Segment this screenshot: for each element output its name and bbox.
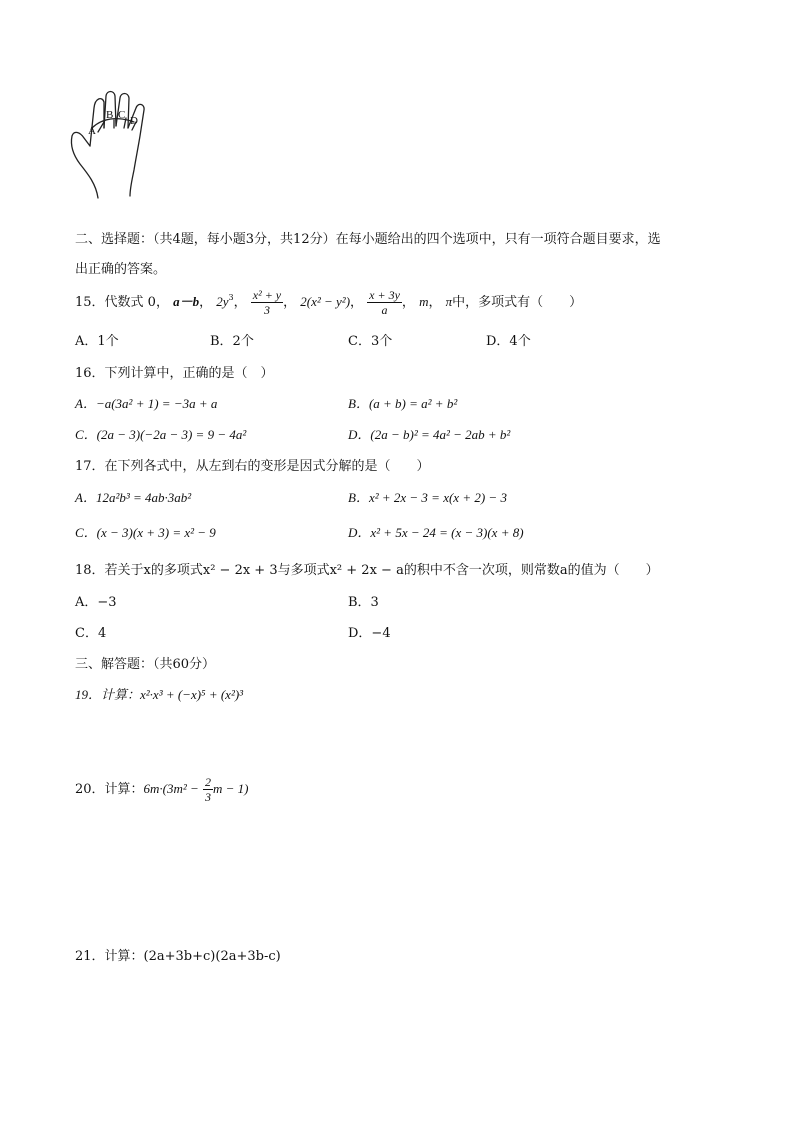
- q17-option-d: D．x² + 5x − 24 = (x − 3)(x + 8): [348, 525, 524, 540]
- q15-option-d: D．4个: [486, 334, 531, 349]
- q20-expr-b: m − 1): [212, 781, 249, 796]
- q15-prefix: 15．代数式 0，: [75, 295, 169, 310]
- q16-option-c: C．(2a − 3)(−2a − 3) = 9 − 4a²: [75, 427, 247, 442]
- q17-option-c: C．(x − 3)(x + 3) = x² − 9: [75, 525, 216, 540]
- q20-prefix: 20．计算：: [75, 782, 144, 797]
- figure-label-c: C: [118, 109, 126, 121]
- q15-option-c: C．3个: [348, 334, 393, 349]
- q16-option-a: A．−a(3a² + 1) = −3a + a: [75, 396, 218, 411]
- q18-option-a: A．−3: [75, 595, 117, 610]
- q15-term-2: 2y: [216, 294, 229, 309]
- q15-suffix: 中，多项式有（ ）: [452, 295, 583, 310]
- q18-option-b: B．3: [348, 595, 379, 610]
- q17-option-a: A．12a²b³ = 4ab·3ab²: [75, 490, 192, 505]
- q18-option-d: D．−4: [348, 626, 391, 641]
- q15-option-a: A．1个: [75, 334, 119, 349]
- q17-option-b: B．x² + 2x − 3 = x(x + 2) − 3: [348, 490, 507, 505]
- q19-question: 19．计算：x²·x³ + (−x)⁵ + (x²)³: [75, 687, 244, 702]
- q16-option-b: B．(a + b) = a² + b²: [348, 396, 458, 411]
- figure-label-b: B: [106, 109, 114, 121]
- q21-question: 21．计算：(2a+3b+c)(2a+3b-c): [75, 949, 281, 964]
- q15-term-5: $\frac{x + 3y}{a}$: [369, 288, 400, 317]
- q15-term-4: 2(x² − y²): [300, 294, 351, 309]
- q15-term-7: π: [445, 294, 453, 309]
- q20-question: [75, 772, 248, 807]
- q15-stem: 15．代数式 0， a－b， $2y^3$， $\frac{\text{x² + y}}{3}$ ， 2(x² − y²)， $\frac{x + 3y}{a}$ ， m， π中，多项式有（ ）: [75, 288, 583, 317]
- q15-term-6: m: [419, 294, 429, 309]
- q15-term-3: $\frac{\text{x² + y}}{3}$: [252, 288, 282, 317]
- q18-option-c: C．4: [75, 626, 107, 641]
- q15-term-1: a－b: [173, 294, 200, 309]
- q15-option-b: B．2个: [210, 334, 254, 349]
- figure-label-a: A: [88, 125, 96, 137]
- hand-diagram: [68, 88, 160, 200]
- q16-option-d: D．(2a − b)² = 4a² − 2ab + b²: [348, 427, 511, 442]
- section2-line2: 出正确的答案。: [75, 262, 167, 277]
- q16-stem: 16．下列计算中，正确的是（ ）: [75, 366, 274, 381]
- q20-fraction: $\frac{2}{3}$: [204, 775, 211, 804]
- section3-title: 三、解答题：（共60分）: [75, 657, 216, 672]
- section2-line1: 二、选择题：（共4题，每小题3分，共12分）在每小题给出的四个选项中，只有一项符合题目要求，选: [75, 232, 661, 247]
- figure-label-d: D: [130, 115, 138, 127]
- q17-stem: 17．在下列各式中，从左到右的变形是因式分解的是（ ）: [75, 459, 430, 474]
- q20-expr-a: 6m·(3m² −: [143, 781, 199, 796]
- q18-stem: 18．若关于x的多项式x² − 2x + 3与多项式x² + 2x − a的积中不含一次项，则常数a的值为（ ）: [75, 563, 659, 578]
